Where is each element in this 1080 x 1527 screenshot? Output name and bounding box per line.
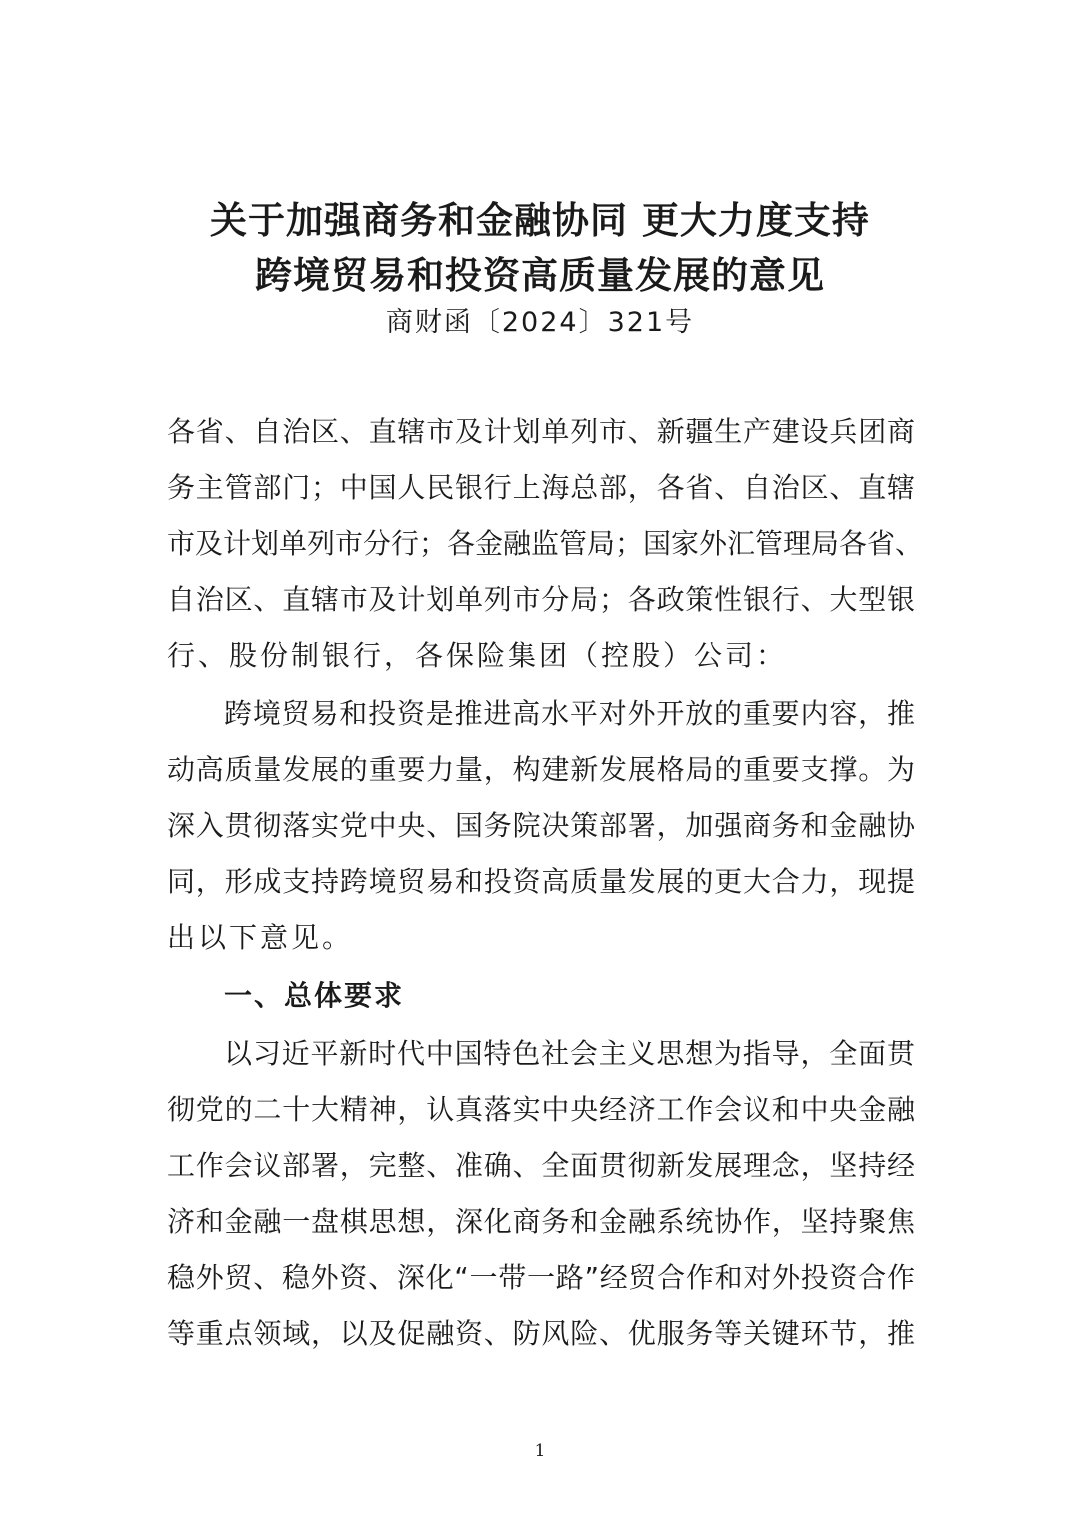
addressee-line: 市及计划单列市分行；各金融监管局；国家外汇管理局各省、 [167, 527, 924, 560]
section-paragraph-line: 等重点领域，以及促融资、防风险、优服务等关键环节，推 [167, 1317, 915, 1350]
intro-paragraph-line: 深入贯彻落实党中央、国务院决策部署，加强商务和金融协 [167, 809, 915, 842]
document-title-line-1: 关于加强商务和金融协同 更大力度支持 [210, 198, 870, 242]
intro-paragraph-line: 动高质量发展的重要力量，构建新发展格局的重要支撑。为 [167, 753, 915, 786]
intro-paragraph-line: 同，形成支持跨境贸易和投资高质量发展的更大合力，现提 [167, 865, 915, 898]
section-paragraph-line: 稳外贸、稳外资、深化“一带一路”经贸合作和对外投资合作 [167, 1261, 915, 1294]
intro-paragraph-line: 跨境贸易和投资是推进高水平对外开放的重要内容，推 [224, 697, 915, 730]
addressee-line: 务主管部门；中国人民银行上海总部，各省、自治区、直辖 [167, 471, 915, 504]
section-paragraph-line: 以习近平新时代中国特色社会主义思想为指导，全面贯 [224, 1037, 915, 1070]
addressee-line: 自治区、直辖市及计划单列市分局；各政策性银行、大型银 [167, 583, 915, 616]
section-paragraph-line: 济和金融一盘棋思想，深化商务和金融系统协作，坚持聚焦 [167, 1205, 915, 1238]
intro-paragraph-line: 出以下意见。 [167, 921, 354, 954]
addressee-line: 行、股份制银行，各保险集团（控股）公司： [167, 639, 788, 672]
document-title-line-2: 跨境贸易和投资高质量发展的意见 [255, 253, 825, 297]
section-paragraph-line: 工作会议部署，完整、准确、全面贯彻新发展理念，坚持经 [167, 1149, 915, 1182]
document-number: 商财函〔2024〕321号 [385, 307, 695, 338]
section-heading: 一、总体要求 [224, 979, 405, 1012]
section-paragraph-line: 彻党的二十大精神，认真落实中央经济工作会议和中央金融 [167, 1093, 915, 1126]
addressee-line: 各省、自治区、直辖市及计划单列市、新疆生产建设兵团商 [167, 415, 915, 448]
page-number: 1 [534, 1441, 546, 1461]
